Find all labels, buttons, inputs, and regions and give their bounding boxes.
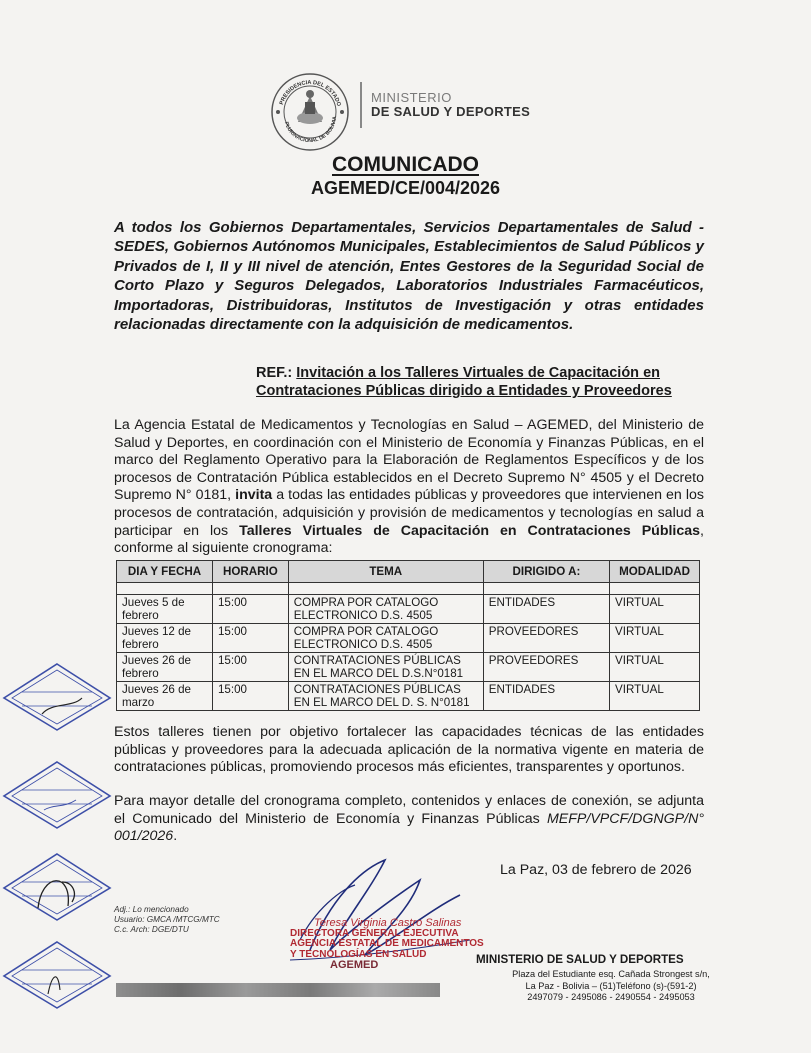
- table-cell: PROVEEDORES: [483, 653, 609, 682]
- table-cell: 15:00: [212, 682, 288, 711]
- table-cell: CONTRATACIONES PÚBLICAS EN EL MARCO DEL D. S. N°0181: [288, 682, 483, 711]
- ministry-name-line1: MINISTERIO: [371, 90, 452, 105]
- document-date: La Paz, 03 de febrero de 2026: [500, 862, 692, 878]
- footer-bar: [116, 983, 440, 997]
- header-cell: DIA Y FECHA: [117, 561, 213, 583]
- signer-name: Teresa Virginia Castro Salinas: [314, 917, 462, 929]
- table-cell: 15:00: [212, 624, 288, 653]
- invitation-text-2: a todas las entidades públicas y proveedores que intervienen en los procesos de contratación, adquisición y provisión de medicamentos y tecnologías en salud a participar en los: [114, 487, 704, 539]
- svg-text:PRESIDENCIA DEL ESTADO: PRESIDENCIA DEL ESTADO: [279, 79, 342, 108]
- details-text-2: .: [173, 828, 178, 845]
- approval-stamp-icon: [2, 662, 112, 732]
- header-cell: TEMA: [288, 561, 483, 583]
- reference-user: Usuario: GMCA /MTCG/MTC: [114, 915, 220, 924]
- table-cell: Jueves 12 de febrero: [117, 624, 213, 653]
- state-seal-icon: [270, 72, 350, 152]
- signature-stamp: [290, 918, 490, 971]
- table-cell: Jueves 5 de febrero: [117, 595, 213, 624]
- schedule-table: [116, 560, 700, 711]
- table-row: [117, 624, 700, 653]
- objective-paragraph: Estos talleres tienen por objetivo fortalecer las capacidades técnicas de las entidades públicas y proveedores para la adecuada aplicación de la normativa vigente en materia de contrataciones públicas, promoviendo procesos más eficientes, transparentes y oportunos.: [114, 724, 704, 776]
- header-cell: MODALIDAD: [610, 561, 700, 583]
- reference-attachment: Adj.: Lo mencionado: [114, 905, 189, 914]
- reference-copy: C.c. Arch: DGE/DTU: [114, 925, 189, 934]
- svg-text:PLURINACIONAL DE BOLIVIA: PLURINACIONAL DE BOLIVIA: [282, 116, 339, 145]
- table-row: [117, 682, 700, 711]
- approval-stamp-icon: [2, 852, 112, 922]
- table-spacer-row: [117, 583, 700, 595]
- footer-address-line3: 2497079 - 2495086 - 2490554 - 2495053: [527, 992, 695, 1002]
- table-cell: COMPRA POR CATALOGO ELECTRONICO D.S. 4505: [288, 624, 483, 653]
- table-cell: ENTIDADES: [483, 595, 609, 624]
- table-cell: Jueves 26 de marzo: [117, 682, 213, 711]
- table-cell: VIRTUAL: [610, 682, 700, 711]
- approval-stamp-icon: [2, 760, 112, 830]
- reference-label: REF.:: [256, 365, 293, 381]
- footer-organization: MINISTERIO DE SALUD Y DEPORTES: [476, 953, 684, 966]
- reference-line: [256, 364, 696, 400]
- invitation-text-1: La Agencia Estatal de Medicamentos y Tecnologías en Salud – AGEMED, del Ministerio de Salud y Deportes, en coordinación con el Ministerio de Economía y Finanzas Públicas, en el marco del Reglamento Operativo para la Elaboración de Reglamentos Específicos y de los procesos de Contratación Pública establecidos en el Decreto Supremo N° 4505 y el Decreto Supremo N° 0181,: [114, 417, 704, 504]
- table-cell: COMPRA POR CATALOGO ELECTRONICO D.S. 4505: [288, 595, 483, 624]
- header-divider: [360, 82, 362, 128]
- document-title: COMUNICADO: [332, 153, 479, 176]
- footer-address-line2: La Paz - Bolivia – (51)Teléfono (s)-(591-2): [525, 980, 697, 991]
- details-reference-code: MEFP/VPCF/DGNGP/N° 001/2026: [114, 810, 704, 845]
- table-cell: 15:00: [212, 653, 288, 682]
- table-cell: ENTIDADES: [483, 682, 609, 711]
- footer-address-line1: Plaza del Estudiante esq. Cañada Strongest s/n,: [512, 969, 710, 979]
- header-cell: DIRIGIDO A:: [483, 561, 609, 583]
- table-row: [117, 595, 700, 624]
- table-cell: CONTRATACIONES PÚBLICAS EN EL MARCO DEL D.S.N°0181: [288, 653, 483, 682]
- footer-address: [446, 969, 776, 1004]
- table-cell: 15:00: [212, 595, 288, 624]
- header-cell: HORARIO: [212, 561, 288, 583]
- signer-agency-logo-text: AGEMED: [330, 959, 379, 971]
- document-references: [114, 905, 220, 935]
- details-paragraph: [114, 793, 704, 846]
- table-row: [117, 653, 700, 682]
- ministry-name-line2: DE SALUD Y DEPORTES: [371, 104, 531, 119]
- table-header-row: [117, 561, 700, 583]
- signer-agency-2: Y TECNOLOGÍAS EN SALUD: [290, 948, 427, 960]
- invitation-text-3: , conforme al siguiente cronograma:: [114, 522, 704, 557]
- document-code: AGEMED/CE/004/2026: [310, 178, 501, 198]
- workshop-name: Talleres Virtuales de Capacitación en Contrataciones Públicas: [239, 522, 701, 539]
- addressee-paragraph: A todos los Gobiernos Departamentales, Servicios Departamentales de Salud - SEDES, Gobiernos Autónomos Municipales, Establecimientos de Salud Públicos y Privados de I, II y III nivel de atención, Entes Gestores de la Seguridad Social de Corto Plazo y Seguros Delegados, Laboratorios Industriales Farmacéuticos, Importadoras, Distribuidoras, Institutos de Investigación y otras entidades relacionadas directamente con la adquisición de medicamentos.: [114, 219, 704, 334]
- invitation-paragraph: [114, 417, 704, 558]
- details-text-1: Para mayor detalle del cronograma completo, contenidos y enlaces de conexión, se adjunta el Comunicado del Ministerio de Economía y Finanzas Públicas: [114, 793, 704, 827]
- table-cell: Jueves 26 de febrero: [117, 653, 213, 682]
- reference-text: Invitación a los Talleres Virtuales de Capacitación en Contrataciones Públicas dirigido a Entidades y Proveedores: [256, 365, 672, 399]
- table-cell: VIRTUAL: [610, 595, 700, 624]
- table-cell: PROVEEDORES: [483, 624, 609, 653]
- table-cell: VIRTUAL: [610, 624, 700, 653]
- signer-agency-1: AGENCIA ESTATAL DE MEDICAMENTOS: [290, 938, 484, 949]
- approval-stamp-icon: [2, 940, 112, 1010]
- invitation-keyword: invita: [235, 487, 273, 504]
- table-cell: VIRTUAL: [610, 653, 700, 682]
- signer-title: DIRECTORA GENERAL EJECUTIVA: [290, 927, 459, 939]
